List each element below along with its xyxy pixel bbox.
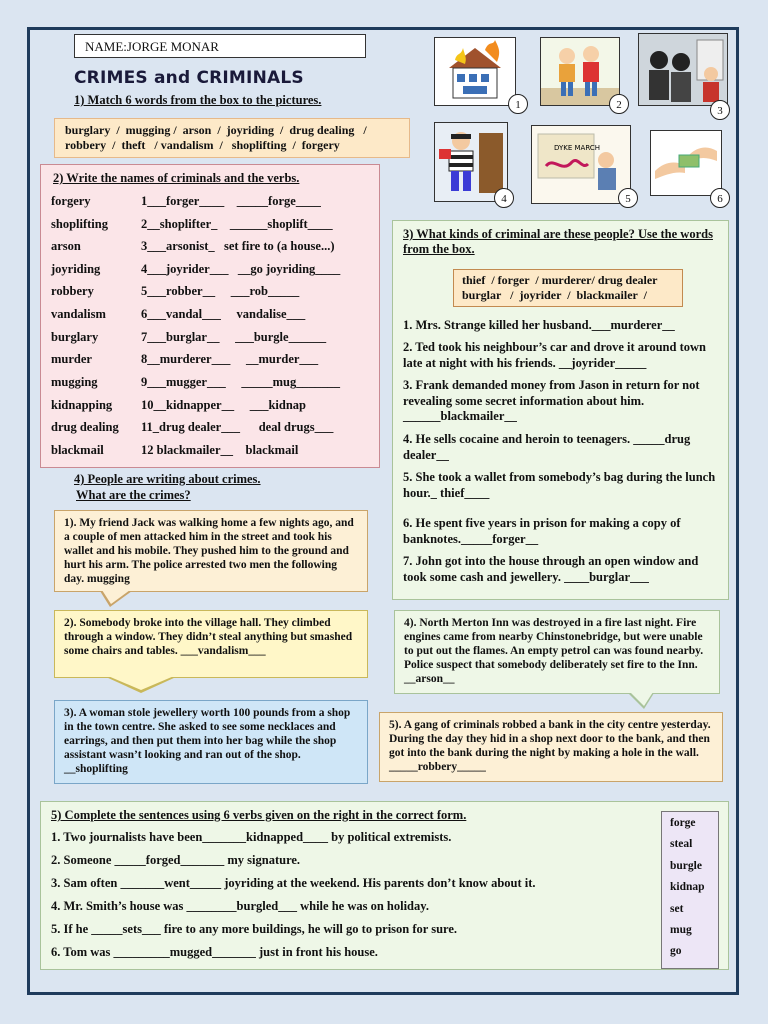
q2-word: kidnapping [51, 398, 113, 412]
q5-verb: mug [670, 924, 692, 936]
q2-word: murder [51, 352, 92, 366]
q2-word: burglary [51, 330, 99, 344]
picture-number-1: 1 [508, 94, 528, 114]
q2-answer: 5___robber__ ___rob_____ [141, 284, 300, 298]
q2-word: vandalism [51, 307, 106, 321]
crime-text-1 [54, 510, 368, 592]
q3-sentence: 7. John got into the house through an open window and took some cash and jewellery. ____burglar___ [403, 554, 699, 584]
q2-answer: 9___mugger___ _____mug_______ [141, 375, 340, 389]
crime-text-5-content: 5). A gang of criminals robbed a bank in the city centre yesterday. During the day they hid in a shop next door to the bank, and then got into the bank during the night by making a hole in the wall. _____robbery_____ [389, 719, 711, 773]
picture-number-3: 3 [710, 100, 730, 120]
q5-verb: steal [670, 838, 693, 850]
q2-answer: 2__shoplifter_ ______shoplift____ [141, 217, 333, 231]
picture-number-6: 6 [710, 188, 730, 208]
bubble-tail [630, 692, 653, 706]
q2-word: shoplifting [51, 217, 108, 231]
crime-text-4-content: 4). North Merton Inn was destroyed in a fire last night. Fire engines came from nearby Chinstonebridge, but were unable to put out the flames. An empty petrol can was found nearby. Police suspect that somebody deliberately set fire to the Inn. __arson__ [404, 617, 704, 685]
q2-answer: 6___vandal___ vandalise___ [141, 307, 306, 321]
q5-sentence: 6. Tom was _________mugged_______ just in front his house. [51, 945, 378, 959]
picture-burning-house [434, 37, 516, 106]
q5-sentence: 2. Someone _____forged_______ my signature. [51, 853, 301, 867]
q5-verb: go [670, 945, 682, 957]
page-title: CRIMES and CRIMINALS [74, 68, 304, 88]
picture-bank-robbers [638, 33, 728, 106]
bubble-tail [102, 590, 130, 604]
q2-word: mugging [51, 375, 98, 389]
q2-word: drug dealing [51, 420, 119, 434]
picture-number-5: 5 [618, 188, 638, 208]
q3-sentence: 1. Mrs. Strange killed her husband.___murderer__ [403, 318, 675, 332]
q5-verb: burgle [670, 860, 702, 872]
q5-verb: kidnap [670, 881, 705, 893]
q2-panel [40, 164, 380, 468]
picture-graffiti [531, 125, 631, 204]
q3-panel [392, 220, 729, 600]
q3-sentence: 6. He spent five years in prison for making a copy of banknotes._____forger__ [403, 516, 681, 546]
q2-word: arson [51, 239, 81, 253]
q5-sentence: 1. Two journalists have been_______kidnapped____ by political extremists. [51, 830, 452, 844]
q2-word: robbery [51, 284, 94, 298]
q5-verb: set [670, 903, 684, 915]
q2-word: joyriding [51, 262, 101, 276]
q2-answer: 11_drug dealer___ deal drugs___ [141, 420, 334, 434]
q2-answer: 1___forger____ _____forge____ [141, 194, 321, 208]
crime-text-3 [54, 700, 368, 784]
q3-sentence: 4. He sells cocaine and heroin to teenagers. _____drug dealer__ [403, 432, 691, 462]
q3-sentence: 3. Frank demanded money from Jason in return for not revealing some secret information about him. ______blackmailer__ [403, 378, 700, 423]
picture-money-handover [650, 130, 722, 196]
q1-words-line1: burglary / mugging / arson / joyriding / drug dealing / [65, 123, 367, 137]
q5-verb: forge [670, 817, 696, 829]
q2-heading: 2) Write the names of criminals and the verbs. [53, 171, 300, 185]
crime-text-4 [394, 610, 720, 694]
q1-words-line2: robbery / theft / vandalism / shoplifting / forgery [65, 138, 340, 152]
q4-heading [74, 472, 261, 503]
q4-heading-line2: What are the crimes? [76, 487, 191, 502]
q3-heading: 3) What kinds of criminal are these people? Use the words from the box. [403, 227, 713, 256]
q2-answer: 12 blackmailer__ blackmail [141, 443, 299, 457]
q5-sentence: 4. Mr. Smith’s house was ________burgled___ while he was on holiday. [51, 899, 429, 913]
picture-kids [540, 37, 620, 106]
bubble-tail [108, 676, 174, 690]
graffiti-sign-text: DYKE MARCH [554, 144, 601, 152]
q5-heading: 5) Complete the sentences using 6 verbs given on the right in the correct form. [51, 808, 467, 822]
q3-sentence: 2. Ted took his neighbour’s car and drove it around town late at night with his friends. __joyrider_____ [403, 340, 706, 370]
picture-number-2: 2 [609, 94, 629, 114]
q3-word-box [453, 269, 683, 307]
q3-sentence: 5. She took a wallet from somebody’s bag during the lunch hour._ thief____ [403, 470, 716, 500]
q4-heading-line1: 4) People are writing about crimes. [74, 472, 261, 486]
q5-panel [40, 801, 729, 970]
q2-answer: 7___burglar__ ___burgle______ [141, 330, 327, 344]
q5-sentence: 3. Sam often _______went_____ joyriding at the weekend. His parents don’t know about it. [51, 876, 536, 890]
q2-answer: 4___joyrider___ __go joyriding____ [141, 262, 341, 276]
crime-text-2-content: 2). Somebody broke into the village hall. They climbed through a window. They didn’t steal anything but smashed some chairs and tables. ___vandalism___ [64, 617, 353, 657]
q3-words-line2: burglar / joyrider / blackmailer / [462, 288, 647, 302]
q5-sentence: 5. If he _____sets___ fire to any more buildings, he will go to prison for sure. [51, 922, 458, 936]
q2-answer: 10__kidnapper__ ___kidnap [141, 398, 306, 412]
q3-words-line1: thief / forger / murderer/ drug dealer [462, 273, 658, 287]
q1-word-box [54, 118, 410, 158]
q1-heading: 1) Match 6 words from the box to the pictures. [74, 93, 322, 107]
q2-answer: 3___arsonist_ set fire to (a house...) [141, 239, 335, 253]
q2-answer: 8__murderer___ __murder___ [141, 352, 319, 366]
q2-word: blackmail [51, 443, 104, 457]
q2-word: forgery [51, 194, 91, 208]
student-name-box: NAME:JORGE MONAR [74, 34, 366, 58]
picture-number-4: 4 [494, 188, 514, 208]
crime-text-1-content: 1). My friend Jack was walking home a few nights ago, and a couple of men attacked him in the street and took his wallet and his mobile. They pushed him to the ground and hurt his arm. The police arrested two men the following day. mugging [64, 517, 354, 585]
q5-verb-box [661, 811, 719, 969]
crime-text-5 [379, 712, 723, 782]
crime-text-3-content: 3). A woman stole jewellery worth 100 pounds from a shop in the town centre. She asked to see some necklaces and earrings, and then put them into her bag while the shop assistant wasn’t looking and ran out of the shop. __shoplifting [64, 707, 351, 775]
crime-text-2 [54, 610, 368, 678]
